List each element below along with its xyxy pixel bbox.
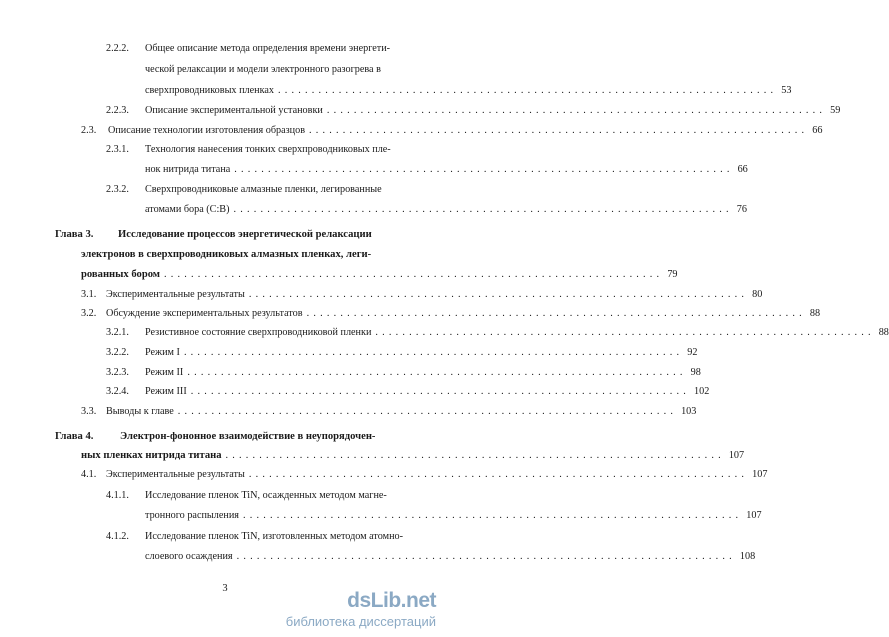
toc-page-number: 80 (752, 289, 763, 300)
toc-page-number: 92 (687, 347, 698, 358)
toc-entry-number: 4.1.1. (106, 490, 129, 501)
watermark (275, 589, 440, 633)
toc-dot-leader-row (108, 124, 823, 138)
toc-page-number: 103 (681, 406, 697, 417)
toc-entry-number: 2.2.2. (106, 43, 129, 54)
toc-entry-title-line: Обсуждение экспериментальных результатов (106, 308, 303, 319)
dot-leader: .......................................................................... (183, 347, 684, 358)
toc-dot-leader-row (145, 104, 841, 118)
toc-dot-leader-row (81, 268, 678, 282)
toc-page-number: 98 (690, 367, 701, 378)
toc-entry-number: 3.2.3. (106, 367, 129, 378)
dot-leader: .......................................................................... (309, 125, 809, 136)
toc-entry-title-line: Режим III (145, 386, 187, 397)
toc-entry-title-line: Описание технологии изготовления образцов (108, 125, 306, 136)
toc-entry-title-line: атомами бора (С:В) (145, 204, 230, 215)
toc-entry-title-line: Резистивное состояние сверхпроводниковой пленки (145, 327, 372, 338)
toc-entry-title-line: Сверхпроводниковые алмазные пленки, легированные (145, 184, 382, 195)
dot-leader: .......................................................................... (248, 289, 749, 300)
toc-entry-title-line: Общее описание метода определения времени энергети- (145, 43, 391, 54)
toc-page-number: 59 (830, 105, 841, 116)
toc-entry-title-line: Режим I (145, 347, 180, 358)
toc-entry-number: 4.1.2. (106, 531, 129, 542)
toc-dot-leader-row (106, 468, 768, 482)
toc-chapter-title-line: электронов в сверхпроводниковых алмазных пленках, леги- (81, 249, 372, 260)
toc-entry-title-line: Технология нанесения тонких сверхпроводниковых пле- (145, 144, 391, 155)
toc-page-number: 76 (736, 204, 747, 215)
toc-page-number: 107 (728, 450, 745, 461)
toc-entry-number: 3.2.1. (106, 327, 129, 338)
dot-leader: .......................................................................... (164, 269, 664, 280)
toc-page-number: 108 (739, 551, 756, 562)
toc-chapter-number: Глава 4. (55, 431, 94, 442)
dot-leader: .......................................................................... (248, 469, 749, 480)
toc-chapter-number: Глава 3. (55, 229, 94, 240)
toc-dot-leader-row (106, 405, 697, 419)
toc-dot-leader-row (145, 509, 762, 523)
toc-page-number: 79 (667, 269, 678, 280)
toc-page-number: 66 (737, 164, 748, 175)
toc-page-number: 102 (694, 386, 710, 397)
toc-dot-leader-row (145, 550, 756, 564)
toc-page-number: 66 (812, 125, 823, 136)
toc-entry-number: 2.3.2. (106, 184, 129, 195)
toc-chapter-title-line: ных пленках нитрида титана (81, 450, 222, 461)
toc-entry-number: 3.2.2. (106, 347, 129, 358)
toc-chapter-title-line: Электрон-фононное взаимодействие в неупорядочен- (120, 431, 376, 442)
toc-entry-title-line: Описание экспериментальной установки (145, 105, 323, 116)
dot-leader: .......................................................................... (177, 406, 678, 417)
toc-chapter-title-line: Исследование процессов энергетической релаксации (118, 229, 372, 240)
watermark-subtitle: библиотека диссертаций (285, 614, 436, 629)
toc-chapter-title-line: рованных бором (81, 269, 161, 280)
toc-entry-number: 2.3. (81, 125, 97, 136)
dot-leader: .......................................................................... (233, 204, 733, 215)
toc-page-number: 107 (752, 469, 768, 480)
toc-dot-leader-row (145, 366, 701, 380)
toc-dot-leader-row (145, 346, 698, 360)
toc-page-number: 88 (878, 327, 889, 338)
dot-leader: .......................................................................... (225, 450, 725, 461)
toc-entry-title-line: Исследование пленок TiN, изготовленных методом атомно- (145, 531, 404, 542)
toc-page-number: 107 (746, 510, 762, 521)
toc-entry-title-line: Экспериментальные результаты (106, 289, 245, 300)
watermark-logo (347, 589, 436, 613)
toc-entry-title-line: Режим II (145, 367, 184, 378)
toc-page-number: 53 (781, 85, 792, 96)
toc-entry-title-line: тронного распыления (145, 510, 239, 521)
toc-dot-leader-row (81, 449, 745, 463)
dot-leader: .......................................................................... (278, 85, 778, 96)
toc-entry-title-line: слоевого осаждения (145, 551, 233, 562)
toc-entry-number: 3.3. (81, 406, 97, 417)
watermark-logo-tld: .net (400, 589, 436, 612)
toc-entry-title-line: Исследование пленок TiN, осажденных методом магне- (145, 490, 387, 501)
toc-entry-title-line: Экспериментальные результаты (106, 469, 245, 480)
dot-leader: .......................................................................... (326, 105, 827, 116)
toc-entry-number: 4.1. (81, 469, 97, 480)
toc-entry-number: 3.2.4. (106, 386, 129, 397)
toc-dot-leader-row (145, 163, 748, 177)
toc-dot-leader-row (145, 84, 792, 98)
toc-entry-number: 2.2.3. (106, 105, 129, 116)
dot-leader: .......................................................................... (236, 551, 736, 562)
dot-leader: .......................................................................... (242, 510, 743, 521)
dot-leader: .......................................................................... (306, 308, 806, 319)
toc-dot-leader-row (106, 307, 821, 321)
toc-dot-leader-row (145, 385, 710, 399)
toc-entry-title-line: нок нитрида титана (145, 164, 231, 175)
page-number: 3 (222, 583, 228, 594)
toc-entry-number: 2.3.1. (106, 144, 129, 155)
toc-entry-title-line: сверхпроводниковых пленках (145, 85, 274, 96)
toc-dot-leader-row (106, 288, 763, 302)
dot-leader: .......................................................................... (190, 386, 690, 397)
dot-leader: .......................................................................... (187, 367, 687, 378)
toc-dot-leader-row (145, 203, 747, 217)
toc-entry-title-line: Выводы к главе (106, 406, 174, 417)
dot-leader: .......................................................................... (234, 164, 734, 175)
toc-entry-title-line: ческой релаксации и модели электронного разогрева в (145, 64, 381, 75)
toc-page-number: 88 (809, 308, 821, 319)
toc-dot-leader-row (145, 326, 889, 340)
watermark-logo-main: dsLib (347, 589, 401, 612)
dot-leader: .......................................................................... (375, 327, 875, 338)
toc-entry-number: 3.2. (81, 308, 97, 319)
toc-entry-number: 3.1. (81, 289, 97, 300)
